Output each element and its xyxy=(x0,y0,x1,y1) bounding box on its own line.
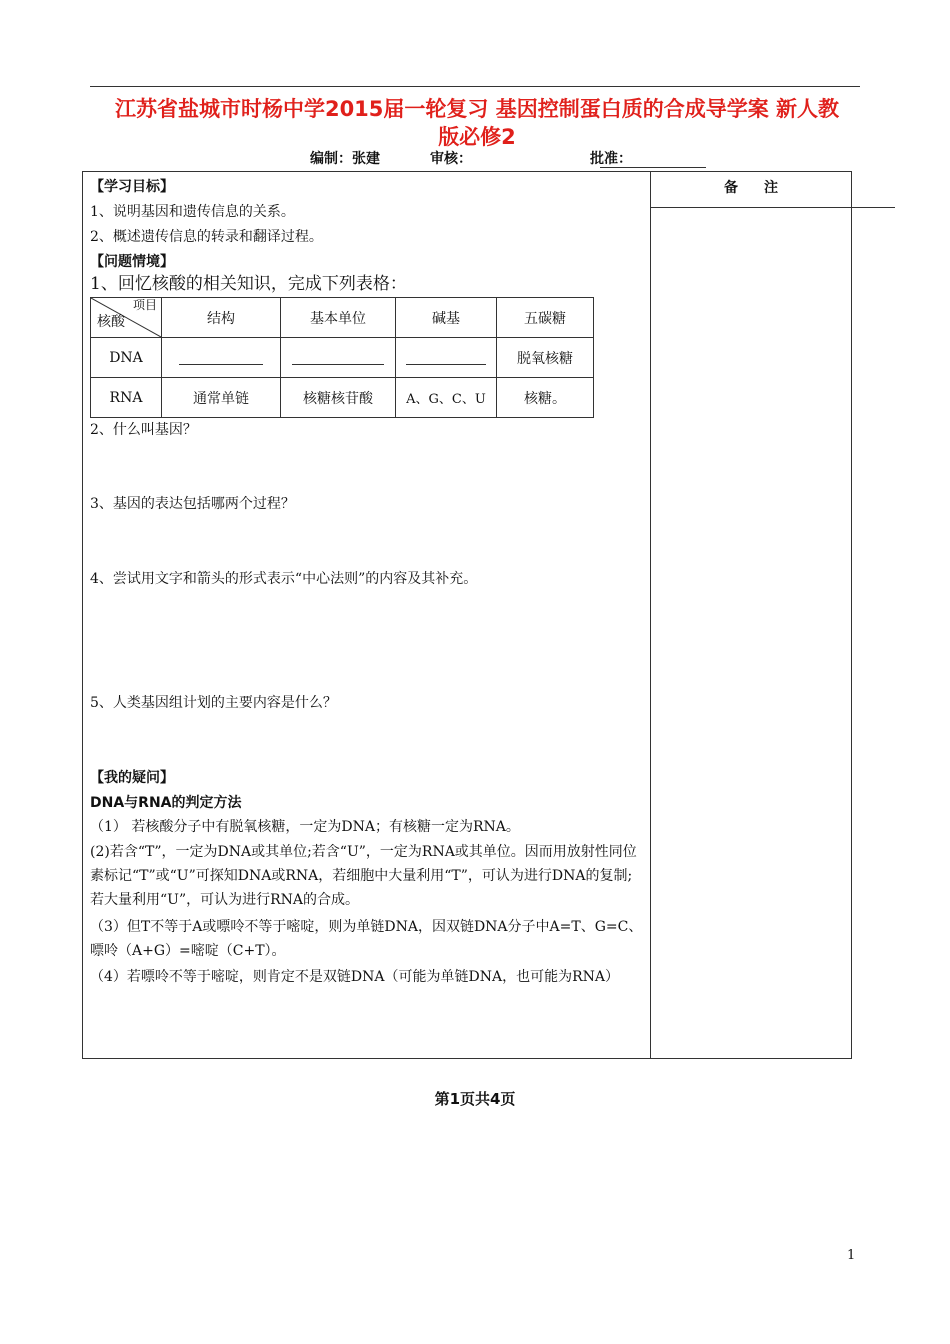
editor-label: 编制：张建 xyxy=(310,151,380,167)
doubts-subheading: DNA与RNA的判定方法 xyxy=(90,795,242,811)
header-cell: 结构 xyxy=(162,298,281,338)
question-4: 4、尝试用文字和箭头的形式表示“中心法则”的内容及其补充。 xyxy=(90,571,478,587)
table-cell: 脱氧核糖 xyxy=(497,338,594,378)
question-1: 1、回忆核酸的相关知识，完成下列表格： xyxy=(90,274,407,294)
header-cell: 基本单位 xyxy=(281,298,396,338)
row-label: RNA xyxy=(91,378,162,418)
top-rule xyxy=(90,86,860,87)
table-cell: 核糖。 xyxy=(497,378,594,418)
table-cell xyxy=(162,338,281,378)
header-cell: 五碳糖 xyxy=(497,298,594,338)
question-5: 5、人类基因组计划的主要内容是什么？ xyxy=(90,695,337,711)
title-line-2: 版必修2 xyxy=(438,125,516,149)
objectives-heading: 【学习目标】 xyxy=(90,179,174,195)
table-row xyxy=(91,378,594,418)
objective-item-2: 2、概述遗传信息的转录和翻译过程。 xyxy=(90,229,323,245)
header-cell: 碱基 xyxy=(396,298,497,338)
nucleic-acid-table xyxy=(90,297,594,418)
doubt-paragraph-2: (2)若含“T”，一定为DNA或其单位;若含“U”，一定为RNA或其单位。因而用放射性同位素标记“T”或“U”可探知DNA或RNA，若细胞中大量利用“T”，可认为进行DNA的复制;若大量利用“U”，可认为进行RNA的合成。 xyxy=(90,844,637,908)
corner-label-top: 项目 xyxy=(132,298,157,312)
table-corner-cell xyxy=(91,298,162,338)
notes-divider xyxy=(650,171,651,1059)
doubt-paragraph-4: （4）若嘌呤不等于嘧啶，则肯定不是双链DNA（可能为单链DNA，也可能为RNA） xyxy=(90,969,619,985)
fill-blank[interactable] xyxy=(179,350,263,365)
notes-header: 备注 xyxy=(724,180,804,196)
approver-label: 批准： xyxy=(590,151,632,167)
doubt-paragraph-1: （1） 若核酸分子中有脱氧核糖，一定为DNA；有核糖一定为RNA。 xyxy=(90,819,520,835)
table-cell: 通常单链 xyxy=(162,378,281,418)
fill-blank[interactable] xyxy=(292,350,384,365)
title-line-1: 江苏省盐城市时杨中学2015届一轮复习 基因控制蛋白质的合成导学案 新人教 xyxy=(114,97,840,121)
document-title xyxy=(82,95,872,151)
page-number: 1 xyxy=(847,1248,856,1263)
table-header-row xyxy=(91,298,594,338)
table-cell: 核糖核苷酸 xyxy=(281,378,396,418)
notes-header-rule xyxy=(651,207,895,208)
approver-underline xyxy=(600,167,706,168)
objective-item-1: 1、说明基因和遗传信息的关系。 xyxy=(90,204,295,220)
doubt-paragraph-3: （3）但T不等于A或嘌呤不等于嘧啶，则为单链DNA，因双链DNA分子中A=T、G=C、嘌呤（A+G）=嘧啶（C+T）。 xyxy=(90,919,643,959)
table-cell xyxy=(396,338,497,378)
reviewer-label: 审核： xyxy=(430,151,472,167)
table-row xyxy=(91,338,594,378)
table-cell: A、G、C、U xyxy=(396,378,497,418)
page-footer: 第1页共4页 xyxy=(434,1090,516,1108)
row-label: DNA xyxy=(91,338,162,378)
table-cell xyxy=(281,338,396,378)
doubts-heading: 【我的疑问】 xyxy=(90,770,174,786)
problem-heading: 【问题情境】 xyxy=(90,254,174,270)
fill-blank[interactable] xyxy=(406,350,486,365)
question-2: 2、什么叫基因？ xyxy=(90,422,197,438)
corner-label-bottom: 核酸 xyxy=(97,314,125,330)
question-3: 3、基因的表达包括哪两个过程？ xyxy=(90,496,295,512)
